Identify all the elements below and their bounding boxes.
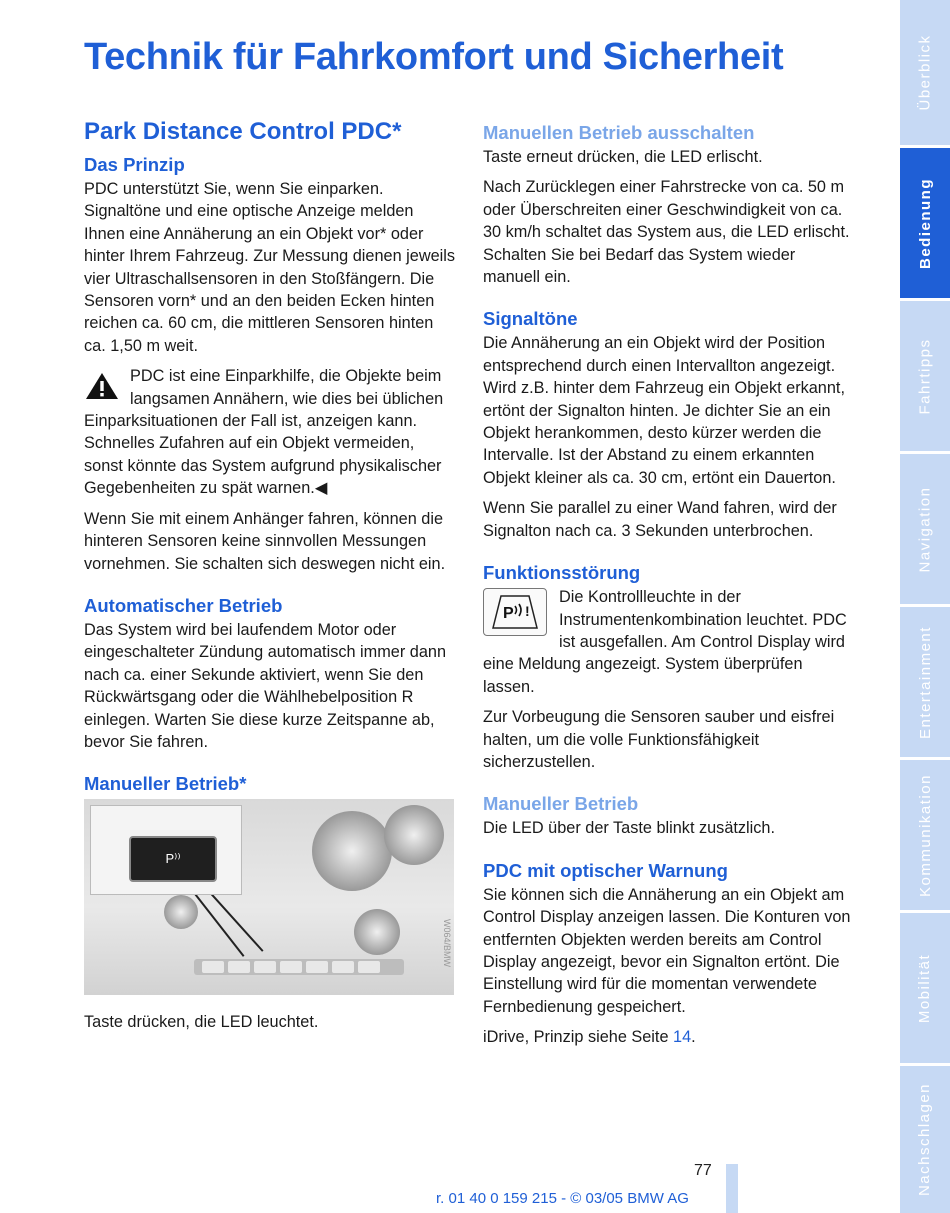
tab-entertainment[interactable]: Entertainment: [900, 607, 950, 757]
paragraph-manueller-betrieb-2: Die LED über der Taste blinkt zusätzlich.: [483, 819, 775, 838]
svg-text:!: !: [525, 603, 530, 620]
page-link-14[interactable]: 14: [673, 1028, 692, 1047]
heading-manuellen-betrieb-ausschalten: Manuellen Betrieb ausschalten: [483, 122, 755, 143]
tab-mobilitaet[interactable]: Mobilität: [900, 913, 950, 1063]
tab-fahrtipps[interactable]: Fahrtipps: [900, 301, 950, 451]
figure-code: W064/BMW: [442, 919, 452, 968]
pdc-fault-indicator-icon: [483, 588, 547, 636]
paragraph-ausschalten-1: Taste erneut drücken, die LED erlischt.: [483, 148, 763, 166]
tab-bedienung[interactable]: Bedienung: [900, 148, 950, 298]
heading-manueller-betrieb-2: Manueller Betrieb: [483, 793, 639, 815]
page-number: 77: [694, 1162, 712, 1179]
tab-nachschlagen[interactable]: Nachschlagen: [900, 1066, 950, 1213]
paragraph-funktionsstoerung-2: Zur Vorbeugung die Sensoren sauber und eisfrei halten, um die volle Funktionsfähigkeit sicherzustellen.: [483, 708, 835, 771]
heading-das-prinzip: Das Prinzip: [84, 154, 185, 175]
warning-triangle-icon: [84, 371, 120, 401]
idrive-end: .: [691, 1028, 696, 1047]
fault-text: Die Kontrollleuchte in der Instrumentenkombination leuchtet. PDC ist ausgefallen. Am Control Display wird eine Meldung angezeigt. System überprüfen lassen.: [483, 588, 847, 696]
right-column: [483, 118, 855, 1057]
pdc-button-photo: [84, 799, 454, 995]
svg-text:P: P: [503, 605, 514, 623]
button-closeup: [90, 805, 242, 895]
page-title: Technik für Fahrkomfort und Sicherheit: [84, 36, 784, 78]
figure-caption: Taste drücken, die LED leuchtet.: [84, 1013, 319, 1032]
warning-paragraph: [84, 365, 456, 499]
heading-funktionsstoerung: Funktionsstörung: [483, 562, 641, 584]
tab-ueberblick[interactable]: Überblick: [900, 0, 950, 145]
paragraph-signaltoene-2: Wenn Sie parallel zu einer Wand fahren, wird der Signalton nach ca. 3 Sekunden unterbrochen.: [483, 499, 837, 540]
left-column: [84, 118, 456, 1042]
paragraph-prinzip: PDC unterstützt Sie, wenn Sie einparken. Signaltöne und eine optische Anzeige melden Ihnen eine Annäherung an ein Objekt vor* oder hinter Ihrem Fahrzeug. Zur Messung dienen jeweils vier Ultraschallsensoren in den Stoßfängern. Die Sensoren vorn* und an den beiden Ecken hinten reichen ca. 60 cm, die mittleren Sensoren hinten ca. 1,50 m weit.: [84, 180, 456, 355]
paragraph-idrive: [483, 1026, 855, 1048]
paragraph-optische-warnung: Sie können sich die Annäherung an ein Objekt am Control Display anzeigen lassen. Die Konturen von entfernten Objekten werden bereits am Control Display angezeigt, bevor ein Signalton ertönt. Die Einstellung wird für die momentan verwendete Fernbedienung gespeichert.: [483, 885, 851, 1016]
paragraph-signaltoene-1: Die Annäherung an ein Objekt wird der Position entsprechend durch einen Intervallton angezeigt. Wird z.B. hinter dem Fahrzeug ein Objekt erkannt, ertönt der Signalton hinten. Je dichter Sie an ein Objekt herankommen, desto kürzer werden die Intervalle. Ist der Abstand zu einem erkannten Objekt kleiner als ca. 30 cm, ertönt ein Dauerton.: [483, 334, 845, 487]
pdc-button-closeup: P⁾⁾: [129, 836, 217, 882]
section-title-pdc: Park Distance Control PDC*: [84, 118, 402, 145]
tab-kommunikation[interactable]: Kommunikation: [900, 760, 950, 910]
end-mark: ◀: [314, 479, 328, 498]
warning-text: PDC ist eine Einparkhilfe, die Objekte beim langsamen Annähern, wie dies bei üblichen Einparksituationen der Fall ist, anzeigen kann. Schnelles Zufahren auf ein Objekt vermeiden, sonst könnte das System aufgrund physikalischer Gegebenheiten zu spät warnen.: [84, 367, 444, 498]
heading-automatischer-betrieb: Automatischer Betrieb: [84, 594, 283, 616]
tab-navigation[interactable]: Navigation: [900, 454, 950, 604]
heading-manueller-betrieb: Manueller Betrieb*: [84, 773, 247, 795]
paragraph-automatischer-betrieb: Das System wird bei laufendem Motor oder eingeschalteter Zündung automatisch immer dann nach ca. einer Sekunde aktiviert, wenn Sie den Rückwärtsgang oder die Wählhebelposition R einlegen. Warten Sie diese kurze Zeitspanne ab, bevor Sie fahren.: [84, 620, 447, 751]
idrive-text: iDrive, Prinzip siehe Seite: [483, 1028, 674, 1047]
chapter-tabs: [900, 0, 950, 1213]
paragraph-ausschalten-2: Nach Zurücklegen einer Fahrstrecke von ca. 50 m oder Überschreiten einer Geschwindigkeit von ca. 30 km/h schaltet das System aus, die LED erlischt. Schalten Sie bei Bedarf das System wieder manuell ein.: [483, 178, 850, 287]
heading-pdc-optische-warnung: PDC mit optischer Warnung: [483, 859, 728, 881]
paragraph-funktionsstoerung-1: [483, 586, 855, 698]
heading-signaltoene: Signaltöne: [483, 308, 578, 330]
footer-copyright: r. 01 40 0 159 215 - © 03/05 BMW AG: [436, 1190, 689, 1207]
paragraph-anhaenger: Wenn Sie mit einem Anhänger fahren, können die hinteren Sensoren keine sinnvollen Messungen vornehmen. Sie schalten sich deswegen nicht ein.: [84, 509, 446, 573]
page-number-bar: [726, 1164, 738, 1213]
